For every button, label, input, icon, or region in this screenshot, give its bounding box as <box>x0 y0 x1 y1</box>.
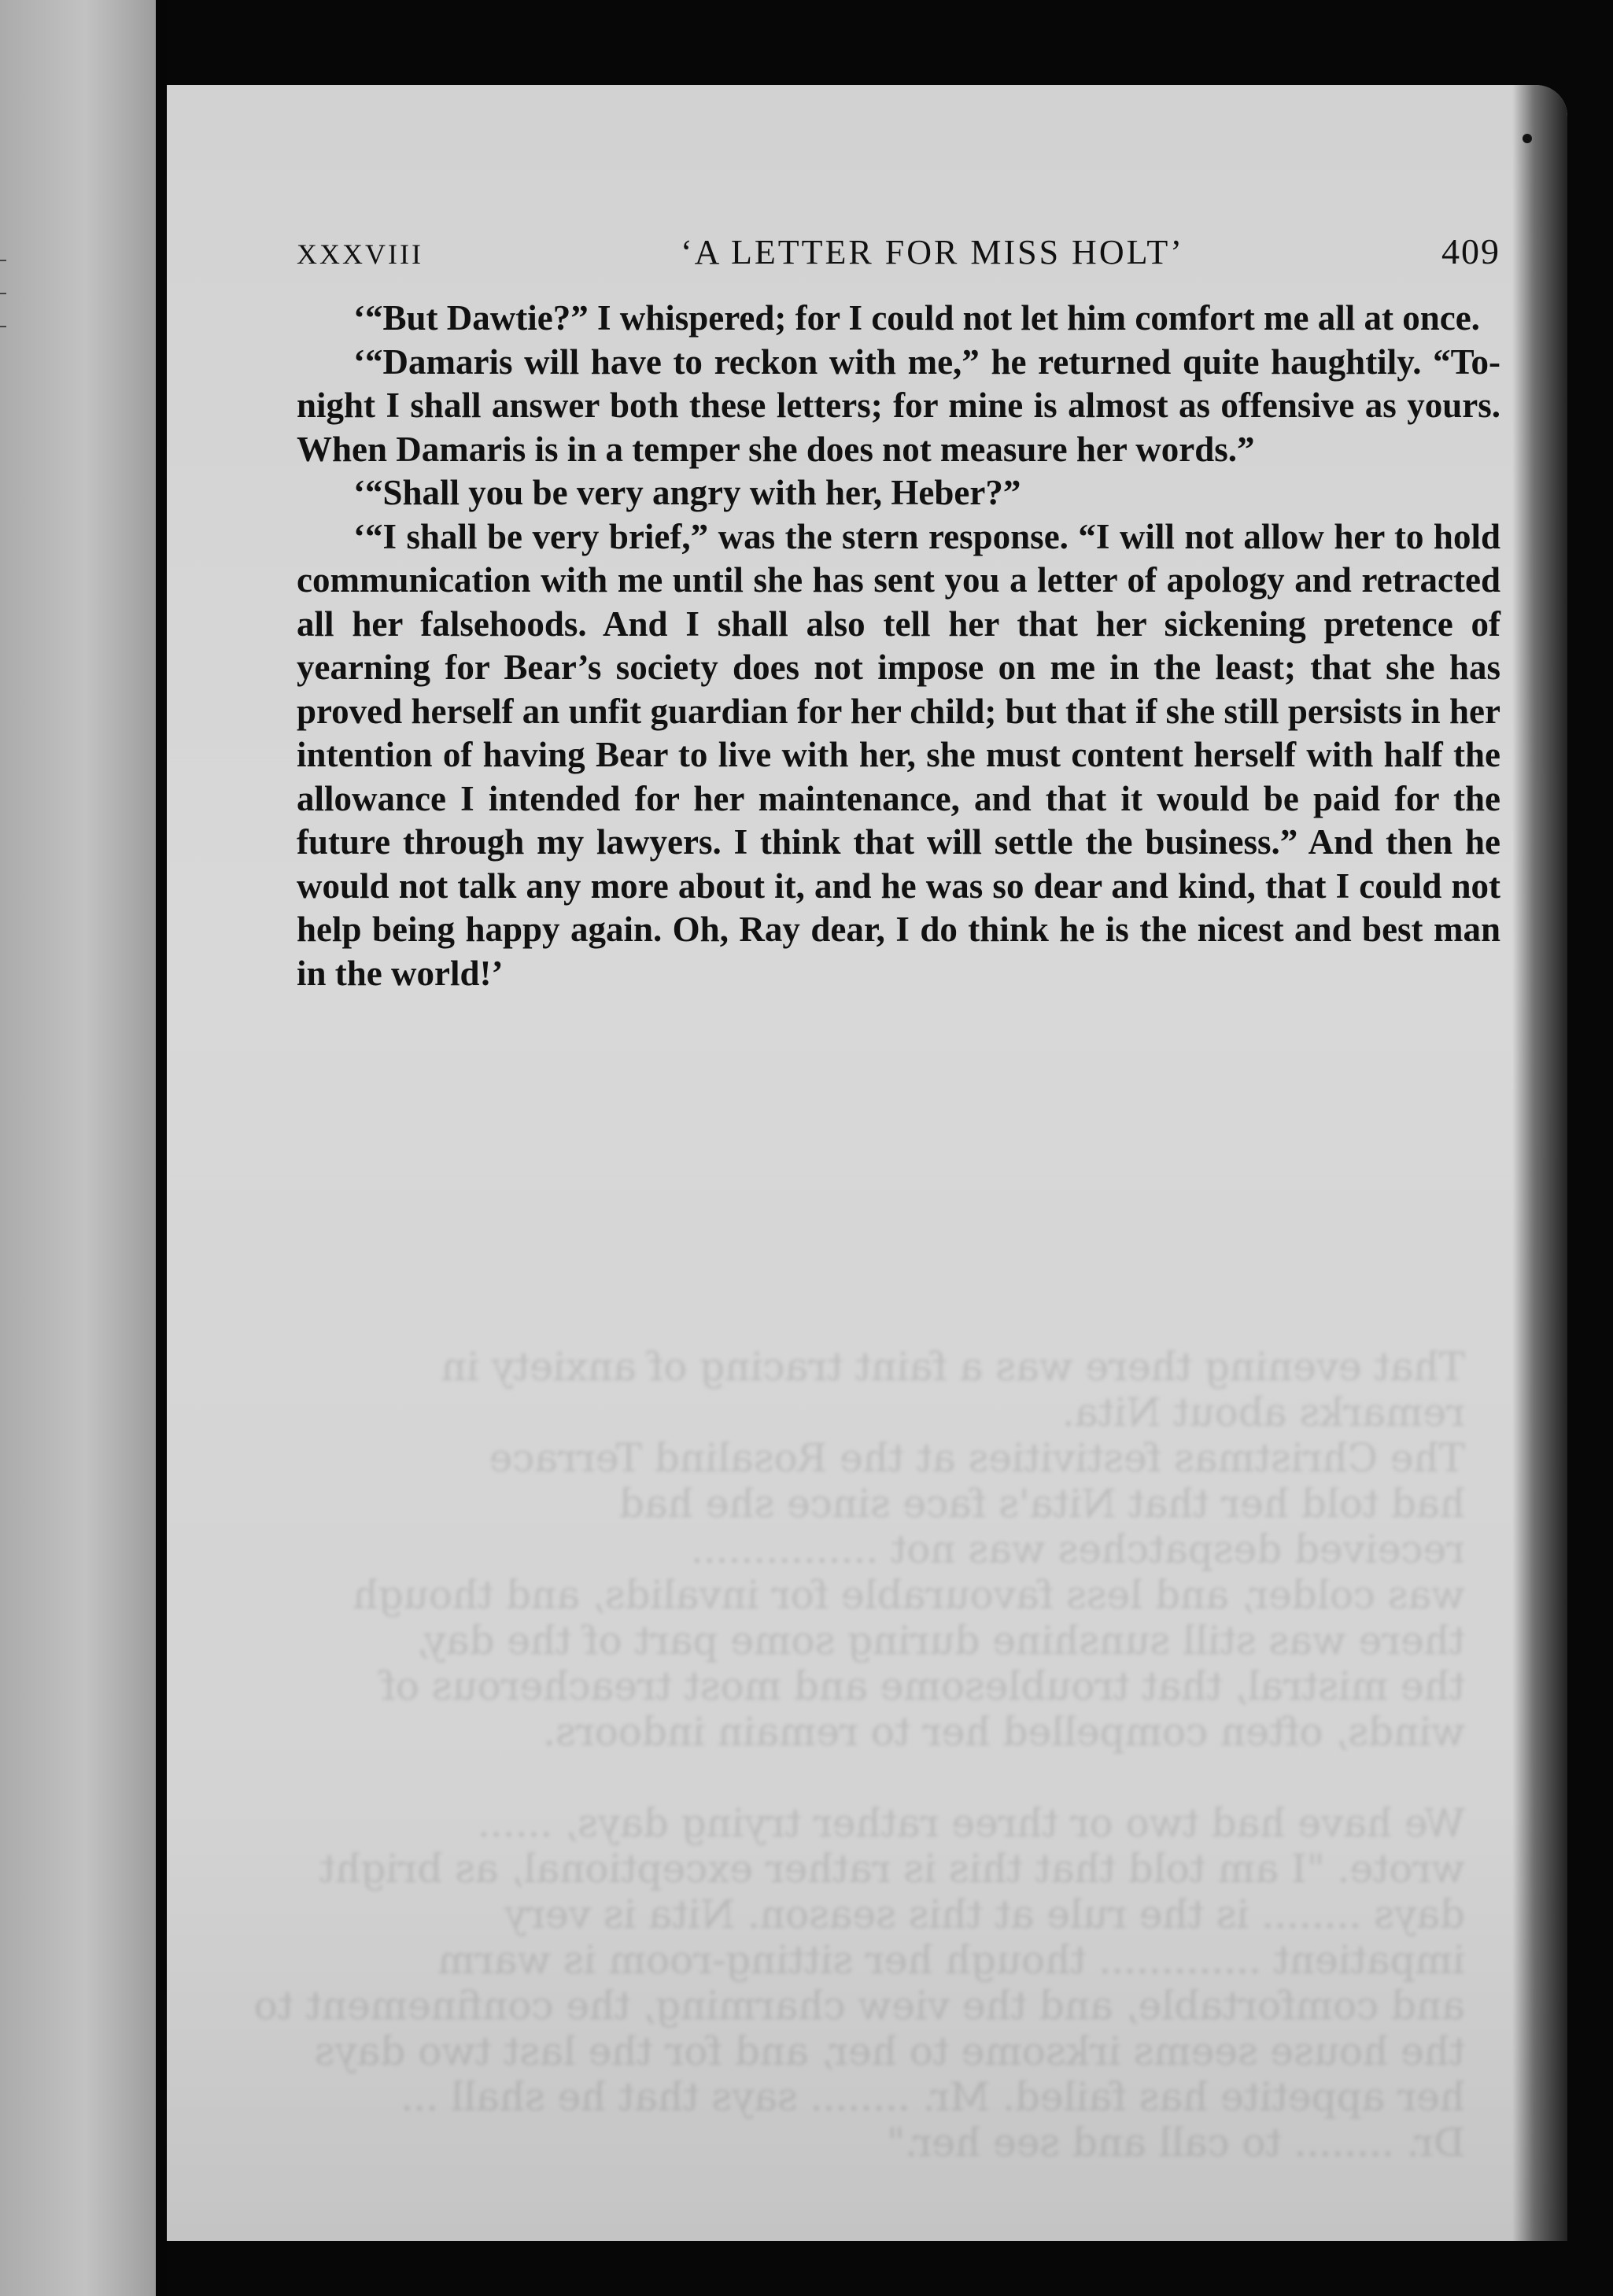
chapter-number: XXXVIII <box>297 238 423 270</box>
paragraph: ‘“I shall be very brief,” was the stern response. “I will not allow her to hold communication with me until she has sent you a letter of apology and retracted all her falsehoods. And I shall also tell her that her sickening pretence of yearning for Bear’s society does not impose on me in the least; that she has proved herself an unfit guardian for her child; but that if she still persists in her intention of having Bear to live with her, she must content herself with half the allowance I intended for her maintenance, and that it would be paid for the future through my lawyers. I think that will settle the business.” And then he would not talk any more about it, and he was so dear and kind, that I could not help being happy again. Oh, Ray dear, I do think he is the nicest and best man in the world!’ <box>297 516 1500 993</box>
facing-page-marks <box>0 260 16 354</box>
page-content <box>297 231 1500 995</box>
paragraph: ‘“Shall you be very angry with her, Heber?” <box>353 473 1021 512</box>
running-title: ‘A LETTER FOR MISS HOLT’ <box>681 233 1184 271</box>
body-text <box>297 297 1500 995</box>
page-number: 409 <box>1441 231 1500 271</box>
paragraph: ‘“Damaris will have to reckon with me,” he returned quite haughtily. “To-night I shall answer both these letters; for mine is almost as offensive as yours. When Damaris is in a temper she does not measure her words.” <box>297 341 1500 469</box>
facing-page-edge <box>0 0 156 2296</box>
show-through-text: That evening there was a faint tracing of anxiety in remarks about Nita. The Christmas festivities at the Rosalind Terrace had told her that Nita's face since she had received despatches was not ............... was colder, and less favourable for invalids, and though there was still sunshine during some part of the day, the mistral, that troublesome and most treacherous of winds, often compelled her to remain indoors. We have had two or three rather trying days, ...... wrote. "I am told that this is rather exceptional, as bright days ........ is the rule at this season. Nita is very impatient ............. though her sitting-room is warm and comfortable, and the view charming, the confinement to the house seems irksome to her, and for the last two days her appetite has failed. Mr. ........ says that he shall ... Dr. ........ to call and see her." <box>253 1344 1465 2165</box>
page-edge-shadow <box>1512 85 1567 2241</box>
running-head <box>297 231 1500 293</box>
page-gutter <box>156 0 167 2296</box>
paragraph: ‘“But Dawtie?” I whispered; for I could not let him comfort me all at once. <box>353 298 1480 338</box>
ink-speck <box>1523 134 1532 143</box>
